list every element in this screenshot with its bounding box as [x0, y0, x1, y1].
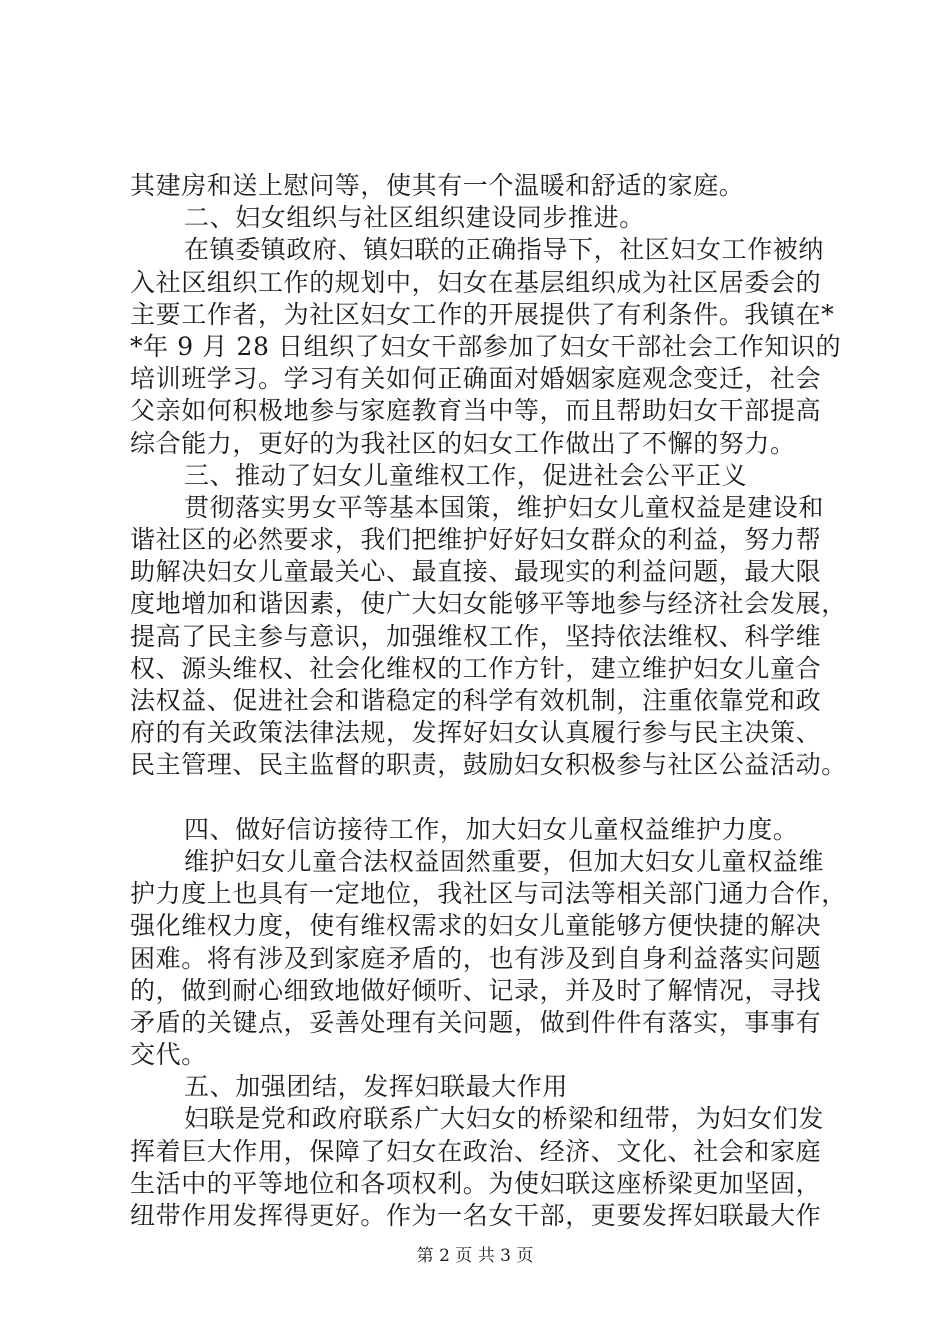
text-line: *年 9 月 28 日组织了妇女干部参加了妇女干部社会工作知识的 [130, 331, 842, 361]
text-line: 生活中的平等地位和各项权利。为使妇联这座桥梁更加坚固， [130, 1168, 822, 1198]
blank-line [130, 782, 850, 814]
text-line: 提高了民主参与意识，加强维权工作，坚持依法维权、科学维 [130, 621, 822, 651]
paragraph-first-line: 三、推动了妇女儿童维权工作，促进社会公平正义 [184, 460, 748, 490]
text-line: 的，做到耐心细致地做好倾听、记录，并及时了解情况，寻找 [130, 975, 822, 1005]
text-line: 综合能力，更好的为我社区的妇女工作做出了不懈的努力。 [130, 428, 796, 458]
paragraph-first-line: 贯彻落实男女平等基本国策，维护妇女儿童权益是建设和 [184, 492, 825, 522]
text-line: 困难。将有涉及到家庭矛盾的，也有涉及到自身利益落实问题 [130, 943, 822, 973]
text-line: 府的有关政策法律法规，发挥好妇女认真履行参与民主决策、 [130, 718, 822, 748]
page-footer: 第 2 页 共 3 页 [416, 1246, 534, 1266]
text-line: 交代。 [130, 1040, 207, 1070]
text-line: 挥着巨大作用，保障了妇女在政治、经济、文化、社会和家庭 [130, 1136, 822, 1166]
text-line: 法权益、促进社会和谐稳定的科学有效机制，注重依靠党和政 [130, 686, 822, 715]
text-line: 纽带作用发挥得更好。作为一名女干部，更要发挥妇联最大作 [130, 1201, 822, 1230]
text-line: 其建房和送上慰问等，使其有一个温暖和舒适的家庭。 [130, 171, 745, 200]
paragraph-first-line: 维护妇女儿童合法权益固然重要，但加大妇女儿童权益维 [184, 846, 825, 876]
text-line: 谐社区的必然要求，我们把维护好好妇女群众的利益，努力帮 [130, 525, 822, 555]
document-body [130, 170, 850, 1232]
text-line: 父亲如何积极地参与家庭教育当中等，而且帮助妇女干部提高 [130, 396, 822, 426]
paragraph-first-line: 五、加强团结，发挥妇联最大作用 [184, 1072, 569, 1102]
text-line: 护力度上也具有一定地位，我社区与司法等相关部门通力合作， [130, 879, 847, 909]
text-line: 入社区组织工作的规划中，妇女在基层组织成为社区居委会的 [130, 267, 822, 297]
paragraph-first-line: 在镇委镇政府、镇妇联的正确指导下，社区妇女工作被纳 [184, 235, 825, 265]
text-line: 培训班学习。学习有关如何正确面对婚姻家庭观念变迁，社会 [130, 364, 822, 394]
text-line: 权、源头维权、社会化维权的工作方针，建立维护妇女儿童合 [130, 653, 822, 683]
text-line: 矛盾的关键点，妥善处理有关问题，做到件件有落实，事事有 [130, 1007, 822, 1037]
paragraph-first-line: 妇联是党和政府联系广大妇女的桥梁和纽带，为妇女们发 [184, 1104, 825, 1134]
paragraph-first-line: 四、做好信访接待工作，加大妇女儿童权益维护力度。 [184, 814, 799, 844]
text-line: 度地增加和谐因素，使广大妇女能够平等地参与经济社会发展， [130, 589, 847, 619]
text-line: 强化维权力度，使有维权需求的妇女儿童能够方便快捷的解决 [130, 911, 822, 941]
paragraph-first-line: 二、妇女组织与社区组织建设同步推进。 [184, 203, 645, 233]
text-line: 助解决妇女儿童最关心、最直接、最现实的利益问题，最大限 [130, 557, 822, 587]
text-line: 主要工作者，为社区妇女工作的开展提供了有利条件。我镇在* [130, 299, 835, 329]
text-line: 民主管理、民主监督的职责，鼓励妇女积极参与社区公益活动。 [130, 750, 847, 780]
